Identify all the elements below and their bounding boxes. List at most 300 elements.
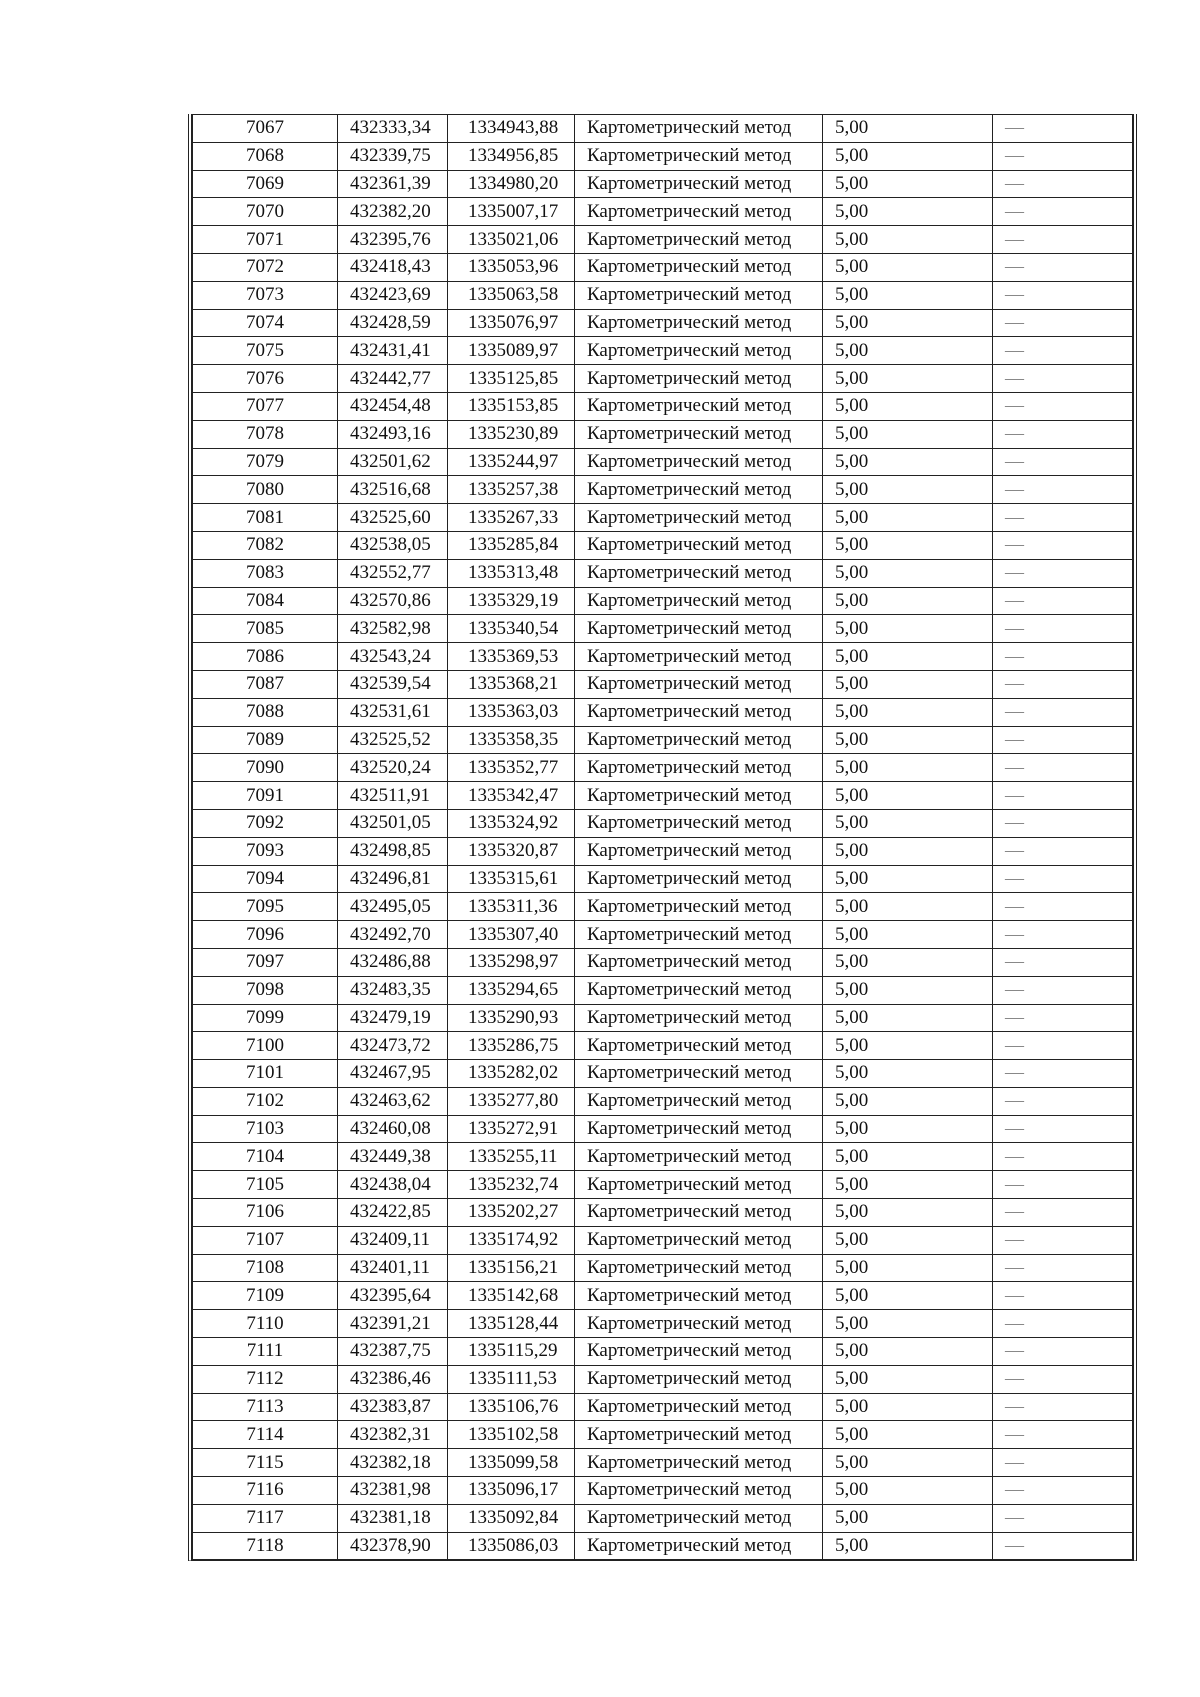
accuracy-cell: 5,00: [823, 170, 993, 198]
accuracy-cell: 5,00: [823, 1199, 993, 1227]
y-coordinate-cell: 1335063,58: [448, 281, 575, 309]
point-number-cell: 7101: [193, 1060, 338, 1088]
point-number-cell: 7070: [193, 198, 338, 226]
y-coordinate-cell: 1335272,91: [448, 1115, 575, 1143]
table-row: [193, 1282, 1133, 1310]
method-cell: Картометрический метод: [575, 809, 823, 837]
y-coordinate-cell: 1335244,97: [448, 448, 575, 476]
accuracy-cell: 5,00: [823, 226, 993, 254]
accuracy-cell: 5,00: [823, 1504, 993, 1532]
x-coordinate-cell: 432438,04: [338, 1171, 448, 1199]
table-row: [193, 782, 1133, 810]
dash-cell: —: [993, 476, 1133, 504]
point-number-cell: 7116: [193, 1477, 338, 1505]
y-coordinate-cell: 1335285,84: [448, 531, 575, 559]
accuracy-cell: 5,00: [823, 782, 993, 810]
point-number-cell: 7117: [193, 1504, 338, 1532]
dash-cell: —: [993, 226, 1133, 254]
table-row: [193, 1310, 1133, 1338]
accuracy-cell: 5,00: [823, 754, 993, 782]
dash-cell: —: [993, 615, 1133, 643]
point-number-cell: 7099: [193, 1004, 338, 1032]
dash-cell: —: [993, 587, 1133, 615]
point-number-cell: 7073: [193, 281, 338, 309]
point-number-cell: 7069: [193, 170, 338, 198]
accuracy-cell: 5,00: [823, 1338, 993, 1366]
y-coordinate-cell: 1335368,21: [448, 670, 575, 698]
y-coordinate-cell: 1335202,27: [448, 1199, 575, 1227]
point-number-cell: 7107: [193, 1226, 338, 1254]
method-cell: Картометрический метод: [575, 1254, 823, 1282]
dash-cell: —: [993, 1393, 1133, 1421]
dash-cell: —: [993, 1115, 1133, 1143]
table-row: [193, 1060, 1133, 1088]
table-row: [193, 1338, 1133, 1366]
accuracy-cell: 5,00: [823, 921, 993, 949]
table-row: [193, 1087, 1133, 1115]
x-coordinate-cell: 432401,11: [338, 1254, 448, 1282]
x-coordinate-cell: 432467,95: [338, 1060, 448, 1088]
table-row: [193, 365, 1133, 393]
table-row: [193, 1143, 1133, 1171]
method-cell: Картометрический метод: [575, 1087, 823, 1115]
x-coordinate-cell: 432333,34: [338, 115, 448, 143]
method-cell: Картометрический метод: [575, 921, 823, 949]
dash-cell: —: [993, 921, 1133, 949]
dash-cell: —: [993, 420, 1133, 448]
method-cell: Картометрический метод: [575, 587, 823, 615]
y-coordinate-cell: 1335156,21: [448, 1254, 575, 1282]
point-number-cell: 7081: [193, 504, 338, 532]
table-row: [193, 893, 1133, 921]
accuracy-cell: 5,00: [823, 1087, 993, 1115]
y-coordinate-cell: 1334980,20: [448, 170, 575, 198]
method-cell: Картометрический метод: [575, 559, 823, 587]
table-row: [193, 976, 1133, 1004]
y-coordinate-cell: 1335342,47: [448, 782, 575, 810]
y-coordinate-cell: 1335106,76: [448, 1393, 575, 1421]
y-coordinate-cell: 1335352,77: [448, 754, 575, 782]
dash-cell: —: [993, 809, 1133, 837]
dash-cell: —: [993, 1504, 1133, 1532]
dash-cell: —: [993, 1421, 1133, 1449]
accuracy-cell: 5,00: [823, 1532, 993, 1560]
method-cell: Картометрический метод: [575, 1004, 823, 1032]
point-number-cell: 7108: [193, 1254, 338, 1282]
table-row: [193, 253, 1133, 281]
x-coordinate-cell: 432382,31: [338, 1421, 448, 1449]
dash-cell: —: [993, 643, 1133, 671]
point-number-cell: 7075: [193, 337, 338, 365]
method-cell: Картометрический метод: [575, 1199, 823, 1227]
method-cell: Картометрический метод: [575, 1393, 823, 1421]
method-cell: Картометрический метод: [575, 420, 823, 448]
point-number-cell: 7112: [193, 1365, 338, 1393]
dash-cell: —: [993, 504, 1133, 532]
point-number-cell: 7096: [193, 921, 338, 949]
accuracy-cell: 5,00: [823, 309, 993, 337]
x-coordinate-cell: 432382,18: [338, 1449, 448, 1477]
dash-cell: —: [993, 1032, 1133, 1060]
x-coordinate-cell: 432382,20: [338, 198, 448, 226]
accuracy-cell: 5,00: [823, 643, 993, 671]
point-number-cell: 7098: [193, 976, 338, 1004]
accuracy-cell: 5,00: [823, 531, 993, 559]
method-cell: Картометрический метод: [575, 643, 823, 671]
dash-cell: —: [993, 865, 1133, 893]
x-coordinate-cell: 432531,61: [338, 698, 448, 726]
y-coordinate-cell: 1335115,29: [448, 1338, 575, 1366]
dash-cell: —: [993, 365, 1133, 393]
accuracy-cell: 5,00: [823, 1171, 993, 1199]
x-coordinate-cell: 432582,98: [338, 615, 448, 643]
point-number-cell: 7086: [193, 643, 338, 671]
point-number-cell: 7091: [193, 782, 338, 810]
accuracy-cell: 5,00: [823, 837, 993, 865]
y-coordinate-cell: 1335099,58: [448, 1449, 575, 1477]
x-coordinate-cell: 432381,18: [338, 1504, 448, 1532]
table-row: [193, 1393, 1133, 1421]
y-coordinate-cell: 1335021,06: [448, 226, 575, 254]
x-coordinate-cell: 432449,38: [338, 1143, 448, 1171]
dash-cell: —: [993, 754, 1133, 782]
table-row: [193, 643, 1133, 671]
x-coordinate-cell: 432387,75: [338, 1338, 448, 1366]
dash-cell: —: [993, 448, 1133, 476]
table-row: [193, 1421, 1133, 1449]
accuracy-cell: 5,00: [823, 1004, 993, 1032]
table-row: [193, 1477, 1133, 1505]
point-number-cell: 7097: [193, 948, 338, 976]
dash-cell: —: [993, 1087, 1133, 1115]
y-coordinate-cell: 1335363,03: [448, 698, 575, 726]
dash-cell: —: [993, 1477, 1133, 1505]
dash-cell: —: [993, 976, 1133, 1004]
point-number-cell: 7085: [193, 615, 338, 643]
dash-cell: —: [993, 1171, 1133, 1199]
table-row: [193, 1199, 1133, 1227]
dash-cell: —: [993, 115, 1133, 143]
accuracy-cell: 5,00: [823, 1254, 993, 1282]
table-row: [193, 1532, 1133, 1560]
x-coordinate-cell: 432492,70: [338, 921, 448, 949]
accuracy-cell: 5,00: [823, 670, 993, 698]
y-coordinate-cell: 1335230,89: [448, 420, 575, 448]
point-number-cell: 7092: [193, 809, 338, 837]
point-number-cell: 7068: [193, 142, 338, 170]
method-cell: Картометрический метод: [575, 1171, 823, 1199]
method-cell: Картометрический метод: [575, 893, 823, 921]
point-number-cell: 7089: [193, 726, 338, 754]
method-cell: Картометрический метод: [575, 1060, 823, 1088]
method-cell: Картометрический метод: [575, 198, 823, 226]
method-cell: Картометрический метод: [575, 309, 823, 337]
point-number-cell: 7074: [193, 309, 338, 337]
accuracy-cell: 5,00: [823, 198, 993, 226]
y-coordinate-cell: 1335076,97: [448, 309, 575, 337]
table-row: [193, 865, 1133, 893]
table-row: [193, 1115, 1133, 1143]
x-coordinate-cell: 432516,68: [338, 476, 448, 504]
y-coordinate-cell: 1335313,48: [448, 559, 575, 587]
x-coordinate-cell: 432386,46: [338, 1365, 448, 1393]
x-coordinate-cell: 432463,62: [338, 1087, 448, 1115]
point-number-cell: 7072: [193, 253, 338, 281]
y-coordinate-cell: 1335358,35: [448, 726, 575, 754]
point-number-cell: 7113: [193, 1393, 338, 1421]
point-number-cell: 7114: [193, 1421, 338, 1449]
point-number-cell: 7115: [193, 1449, 338, 1477]
accuracy-cell: 5,00: [823, 281, 993, 309]
dash-cell: —: [993, 170, 1133, 198]
table-row: [193, 1254, 1133, 1282]
x-coordinate-cell: 432570,86: [338, 587, 448, 615]
accuracy-cell: 5,00: [823, 948, 993, 976]
method-cell: Картометрический метод: [575, 1032, 823, 1060]
method-cell: Картометрический метод: [575, 1477, 823, 1505]
method-cell: Картометрический метод: [575, 754, 823, 782]
y-coordinate-cell: 1334943,88: [448, 115, 575, 143]
accuracy-cell: 5,00: [823, 698, 993, 726]
dash-cell: —: [993, 948, 1133, 976]
point-number-cell: 7111: [193, 1338, 338, 1366]
x-coordinate-cell: 432454,48: [338, 392, 448, 420]
table-row: [193, 226, 1133, 254]
y-coordinate-cell: 1335286,75: [448, 1032, 575, 1060]
dash-cell: —: [993, 1199, 1133, 1227]
accuracy-cell: 5,00: [823, 865, 993, 893]
dash-cell: —: [993, 142, 1133, 170]
dash-cell: —: [993, 1004, 1133, 1032]
table-row: [193, 448, 1133, 476]
dash-cell: —: [993, 1365, 1133, 1393]
accuracy-cell: 5,00: [823, 420, 993, 448]
y-coordinate-cell: 1335142,68: [448, 1282, 575, 1310]
dash-cell: —: [993, 337, 1133, 365]
dash-cell: —: [993, 893, 1133, 921]
method-cell: Картометрический метод: [575, 170, 823, 198]
accuracy-cell: 5,00: [823, 448, 993, 476]
accuracy-cell: 5,00: [823, 1032, 993, 1060]
y-coordinate-cell: 1335369,53: [448, 643, 575, 671]
x-coordinate-cell: 432431,41: [338, 337, 448, 365]
y-coordinate-cell: 1335153,85: [448, 392, 575, 420]
point-number-cell: 7088: [193, 698, 338, 726]
x-coordinate-cell: 432361,39: [338, 170, 448, 198]
y-coordinate-cell: 1335311,36: [448, 893, 575, 921]
point-number-cell: 7071: [193, 226, 338, 254]
table-row: [193, 531, 1133, 559]
table-row: [193, 559, 1133, 587]
table-row: [193, 1171, 1133, 1199]
table-row: [193, 1032, 1133, 1060]
dash-cell: —: [993, 309, 1133, 337]
point-number-cell: 7105: [193, 1171, 338, 1199]
y-coordinate-cell: 1335092,84: [448, 1504, 575, 1532]
x-coordinate-cell: 432442,77: [338, 365, 448, 393]
dash-cell: —: [993, 1254, 1133, 1282]
point-number-cell: 7083: [193, 559, 338, 587]
x-coordinate-cell: 432395,64: [338, 1282, 448, 1310]
method-cell: Картометрический метод: [575, 1226, 823, 1254]
dash-cell: —: [993, 1143, 1133, 1171]
point-number-cell: 7104: [193, 1143, 338, 1171]
method-cell: Картометрический метод: [575, 948, 823, 976]
table-row: [193, 670, 1133, 698]
point-number-cell: 7093: [193, 837, 338, 865]
method-cell: Картометрический метод: [575, 1449, 823, 1477]
y-coordinate-cell: 1335007,17: [448, 198, 575, 226]
x-coordinate-cell: 432483,35: [338, 976, 448, 1004]
accuracy-cell: 5,00: [823, 1393, 993, 1421]
accuracy-cell: 5,00: [823, 1449, 993, 1477]
coordinates-table-frame: [188, 114, 1137, 1561]
method-cell: Картометрический метод: [575, 1421, 823, 1449]
accuracy-cell: 5,00: [823, 1060, 993, 1088]
y-coordinate-cell: 1335329,19: [448, 587, 575, 615]
y-coordinate-cell: 1335102,58: [448, 1421, 575, 1449]
point-number-cell: 7094: [193, 865, 338, 893]
method-cell: Картометрический метод: [575, 115, 823, 143]
table-row: [193, 1365, 1133, 1393]
y-coordinate-cell: 1335315,61: [448, 865, 575, 893]
method-cell: Картометрический метод: [575, 1310, 823, 1338]
x-coordinate-cell: 432493,16: [338, 420, 448, 448]
table-row: [193, 115, 1133, 143]
point-number-cell: 7103: [193, 1115, 338, 1143]
method-cell: Картометрический метод: [575, 1338, 823, 1366]
dash-cell: —: [993, 559, 1133, 587]
accuracy-cell: 5,00: [823, 587, 993, 615]
x-coordinate-cell: 432428,59: [338, 309, 448, 337]
x-coordinate-cell: 432520,24: [338, 754, 448, 782]
table-row: [193, 504, 1133, 532]
x-coordinate-cell: 432479,19: [338, 1004, 448, 1032]
point-number-cell: 7090: [193, 754, 338, 782]
method-cell: Картометрический метод: [575, 1282, 823, 1310]
method-cell: Картометрический метод: [575, 142, 823, 170]
y-coordinate-cell: 1335053,96: [448, 253, 575, 281]
x-coordinate-cell: 432486,88: [338, 948, 448, 976]
accuracy-cell: 5,00: [823, 615, 993, 643]
accuracy-cell: 5,00: [823, 893, 993, 921]
accuracy-cell: 5,00: [823, 726, 993, 754]
table-row: [193, 281, 1133, 309]
dash-cell: —: [993, 670, 1133, 698]
method-cell: Картометрический метод: [575, 337, 823, 365]
y-coordinate-cell: 1335128,44: [448, 1310, 575, 1338]
accuracy-cell: 5,00: [823, 504, 993, 532]
table-row: [193, 921, 1133, 949]
y-coordinate-cell: 1335320,87: [448, 837, 575, 865]
dash-cell: —: [993, 531, 1133, 559]
point-number-cell: 7084: [193, 587, 338, 615]
method-cell: Картометрический метод: [575, 253, 823, 281]
accuracy-cell: 5,00: [823, 809, 993, 837]
y-coordinate-cell: 1335277,80: [448, 1087, 575, 1115]
accuracy-cell: 5,00: [823, 1421, 993, 1449]
x-coordinate-cell: 432339,75: [338, 142, 448, 170]
x-coordinate-cell: 432418,43: [338, 253, 448, 281]
table-row: [193, 809, 1133, 837]
accuracy-cell: 5,00: [823, 976, 993, 1004]
accuracy-cell: 5,00: [823, 253, 993, 281]
dash-cell: —: [993, 1338, 1133, 1366]
table-row: [193, 170, 1133, 198]
point-number-cell: 7109: [193, 1282, 338, 1310]
x-coordinate-cell: 432525,60: [338, 504, 448, 532]
table-body: [193, 115, 1133, 1560]
point-number-cell: 7087: [193, 670, 338, 698]
point-number-cell: 7082: [193, 531, 338, 559]
method-cell: Картометрический метод: [575, 531, 823, 559]
x-coordinate-cell: 432395,76: [338, 226, 448, 254]
point-number-cell: 7080: [193, 476, 338, 504]
y-coordinate-cell: 1335298,97: [448, 948, 575, 976]
table-row: [193, 726, 1133, 754]
table-row: [193, 837, 1133, 865]
point-number-cell: 7067: [193, 115, 338, 143]
point-number-cell: 7118: [193, 1532, 338, 1560]
x-coordinate-cell: 432422,85: [338, 1199, 448, 1227]
y-coordinate-cell: 1335125,85: [448, 365, 575, 393]
method-cell: Картометрический метод: [575, 726, 823, 754]
x-coordinate-cell: 432391,21: [338, 1310, 448, 1338]
method-cell: Картометрический метод: [575, 504, 823, 532]
dash-cell: —: [993, 837, 1133, 865]
y-coordinate-cell: 1335174,92: [448, 1226, 575, 1254]
y-coordinate-cell: 1335340,54: [448, 615, 575, 643]
x-coordinate-cell: 432538,05: [338, 531, 448, 559]
method-cell: Картометрический метод: [575, 615, 823, 643]
dash-cell: —: [993, 198, 1133, 226]
accuracy-cell: 5,00: [823, 365, 993, 393]
x-coordinate-cell: 432539,54: [338, 670, 448, 698]
accuracy-cell: 5,00: [823, 1115, 993, 1143]
dash-cell: —: [993, 1310, 1133, 1338]
accuracy-cell: 5,00: [823, 1310, 993, 1338]
x-coordinate-cell: 432511,91: [338, 782, 448, 810]
x-coordinate-cell: 432501,62: [338, 448, 448, 476]
method-cell: Картометрический метод: [575, 670, 823, 698]
dash-cell: —: [993, 782, 1133, 810]
table-row: [193, 1226, 1133, 1254]
accuracy-cell: 5,00: [823, 559, 993, 587]
x-coordinate-cell: 432460,08: [338, 1115, 448, 1143]
x-coordinate-cell: 432543,24: [338, 643, 448, 671]
y-coordinate-cell: 1335089,97: [448, 337, 575, 365]
dash-cell: —: [993, 698, 1133, 726]
y-coordinate-cell: 1335307,40: [448, 921, 575, 949]
y-coordinate-cell: 1335257,38: [448, 476, 575, 504]
point-number-cell: 7077: [193, 392, 338, 420]
accuracy-cell: 5,00: [823, 1226, 993, 1254]
table-row: [193, 698, 1133, 726]
x-coordinate-cell: 432473,72: [338, 1032, 448, 1060]
y-coordinate-cell: 1335096,17: [448, 1477, 575, 1505]
y-coordinate-cell: 1335111,53: [448, 1365, 575, 1393]
y-coordinate-cell: 1335232,74: [448, 1171, 575, 1199]
table-row: [193, 754, 1133, 782]
y-coordinate-cell: 1335324,92: [448, 809, 575, 837]
x-coordinate-cell: 432496,81: [338, 865, 448, 893]
table-row: [193, 615, 1133, 643]
y-coordinate-cell: 1335282,02: [448, 1060, 575, 1088]
method-cell: Картометрический метод: [575, 976, 823, 1004]
accuracy-cell: 5,00: [823, 476, 993, 504]
accuracy-cell: 5,00: [823, 1143, 993, 1171]
method-cell: Картометрический метод: [575, 365, 823, 393]
